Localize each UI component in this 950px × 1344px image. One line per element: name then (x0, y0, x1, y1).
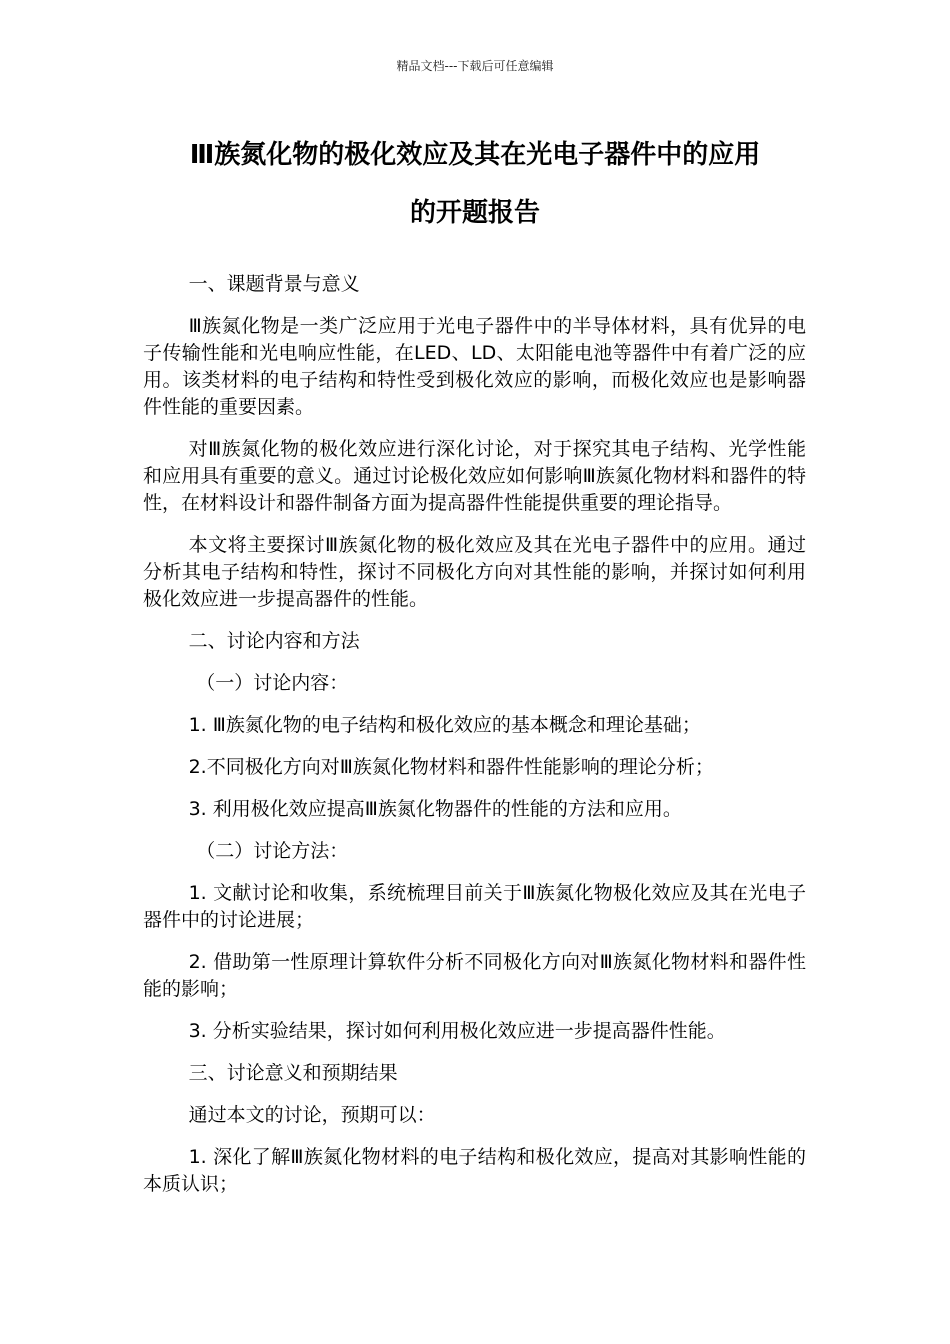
document-title-line-1: Ⅲ族氮化物的极化效应及其在光电子器件中的应用 (189, 140, 761, 170)
section-2-content-item-2: 2.不同极化方向对Ⅲ族氮化物材料和器件性能影响的理论分析； (188, 756, 714, 778)
header-note: 精品文档---下载后可任意编辑 (396, 59, 554, 73)
section-1-paragraph-1: Ⅲ族氮化物是一类广泛应用于光电子器件中的半导体材料，具有优异的电子传输性能和光电响应性能，在LED、LD、太阳能电池等器件中有着广泛的应用。该类材料的电子结构和特性受到极化效应的影响，而极化效应也是影响器件性能的重要因素。 (143, 315, 806, 418)
section-1-paragraph-2: 对Ⅲ族氮化物的极化效应进行深化讨论，对于探究其电子结构、光学性能和应用具有重要的意义。通过讨论极化效应如何影响Ⅲ族氮化物材料和器件的特性，在材料设计和器件制备方面为提高器件性能提供重要的理论指导。 (143, 438, 806, 514)
section-2-method-item-1: 1. 文献讨论和收集，系统梳理目前关于Ⅲ族氮化物极化效应及其在光电子器件中的讨论进展； (143, 882, 806, 931)
document-title-line-2: 的开题报告 (409, 198, 540, 228)
section-3-intro: 通过本文的讨论，预期可以： (188, 1104, 436, 1126)
section-3-result-item-1: 1. 深化了解Ⅲ族氮化物材料的电子结构和极化效应，提高对其影响性能的本质认识； (143, 1146, 806, 1195)
section-2-method-item-2: 2. 借助第一性原理计算软件分析不同极化方向对Ⅲ族氮化物材料和器件性能的影响； (143, 951, 806, 1000)
section-2-content-item-3: 3. 利用极化效应提高Ⅲ族氮化物器件的性能的方法和应用。 (188, 798, 682, 820)
section-2-heading: 二、讨论内容和方法 (188, 630, 360, 652)
section-2-method-item-3: 3. 分析实验结果，探讨如何利用极化效应进一步提高器件性能。 (188, 1020, 726, 1042)
section-3-heading: 三、讨论意义和预期结果 (188, 1062, 398, 1084)
section-2-content-item-1: 1. Ⅲ族氮化物的电子结构和极化效应的基本概念和理论基础； (188, 714, 701, 736)
section-1-paragraph-3: 本文将主要探讨Ⅲ族氮化物的极化效应及其在光电子器件中的应用。通过分析其电子结构和特性，探讨不同极化方向对其性能的影响，并探讨如何利用极化效应进一步提高器件的性能。 (143, 534, 806, 610)
section-2-subheading-method: （二）讨论方法： (196, 840, 349, 862)
section-1-heading: 一、课题背景与意义 (188, 273, 360, 295)
document-body (143, 271, 806, 1213)
section-2-subheading-content: （一）讨论内容： (196, 672, 349, 694)
